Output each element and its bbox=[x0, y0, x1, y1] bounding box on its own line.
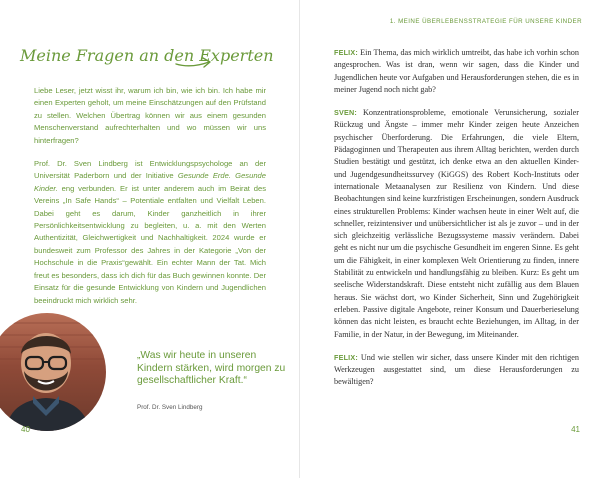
initiative-name: Gesunde Erde. Gesunde Kinder. bbox=[34, 171, 266, 193]
author-photo bbox=[0, 313, 106, 431]
dialogue-paragraph: FELIX: Und wie stellen wir sicher, dass unsere Kinder mit den richtigen Werkzeugen ausgestattet sind, um diese Herausforderungen zu bewältigen? bbox=[334, 352, 579, 387]
speaker-label: SVEN: bbox=[334, 108, 357, 118]
arrow-icon bbox=[174, 54, 214, 72]
intro-text bbox=[34, 85, 266, 307]
quote-author: Prof. Dr. Sven Lindberg bbox=[137, 404, 203, 411]
page-number: 40 bbox=[21, 425, 30, 434]
right-page bbox=[300, 0, 600, 478]
dialogue-paragraph: SVEN: Konzentrationsprobleme, emotionale Verunsicherung, sozialer Rückzug und Ängste – immer mehr Kinder zeigen heute Anzeichen psychischer Überforderung. Die Erfahrungen, die viele Eltern, Pädagoginnen und Therapeuten aus ihrem Alltag berichten, werden durch Studien bestätigt und gestützt, ich denke etwa an den aktuellen Kinder- und Jugendgesundheitssurvey (KiGGS) des Robert Koch-Instituts oder internationale Metaanalysen zur Resilienz von Kindern. Und diese Beobachtungen sind keine kurzfristigen Erscheinungen, sondern Ausdruck eines strukturellen Problems: Kinder wachsen heute in einer Welt auf, die schneller, reizintensiver und unübersichtlicher ist als je zuvor – und in der sich gleichzeitig verlässliche Bezugssysteme massiv verändern. Dabei geht es nicht nur um die psychische Gesundheit im engeren Sinne. Es geht um die Fähigkeit, in einer komplexen Welt Orientierung zu finden, innere Stabilität zu entwickeln und handlungsfähig zu bleiben. Kurz: Es geht um seelische Widerstandskraft. Diese entsteht nicht zufällig aus dem Blauen heraus. Sie wächst dort, wo Kinder Sicherheit, Sinn und Zugehörigkeit erleben. Passive digitale Angebote, reiner Konsum und Dauerberieselung können das nicht leisten, es braucht echte Beziehungen, im Alltag, in der Familie, in der Natur, in der Bewegung, im Miteinander. bbox=[334, 108, 579, 339]
running-header: 1. MEINE ÜBERLEBENSSTRATEGIE FÜR UNSERE KINDER bbox=[389, 18, 582, 25]
section-title: Meine Fragen an den Experten bbox=[20, 46, 274, 65]
interview-text bbox=[334, 47, 579, 400]
speaker-label: FELIX: bbox=[334, 352, 358, 362]
paragraph: Prof. Dr. Sven Lindberg ist Entwicklungspsychologe an der Universität Paderborn und der Initiative Gesunde Erde. Gesunde Kinder. eng verbunden. Er ist unter anderem auch im Beirat des Vereins „In Safe Hands“ – Potentiale entfalten und Vielfalt Leben. Dabei geht es darum, Kinder ganzheitlich in ihrer Persönlichkeitsentwicklung zu begleiten, u. a. mit den Werten Authentizität, Gleichwertigkeit und Nachhaltigkeit. 2024 wurde er bundesweit zum Professor des Jahres in der Kategorie „Von der Hochschule in die Praxis“gewählt. Ein echter Mann der Tat. Mich freut es besonders, dass ich dich für das Buch gewinnen konnte. Der Einsatz für die gesunde Entwicklung von Kindern und Jugendlichen beeindruckt mich wirklich sehr. bbox=[34, 159, 266, 305]
dialogue-paragraph: FELIX: Ein Thema, das mich wirklich umtreibt, das habe ich vorhin schon angesprochen. Was ist dran, wenn wir sagen, dass die Kinder und Jugendlichen heute vor Aufgaben und Herausforderungen stehen, die es in meiner Jugend noch nicht gab? bbox=[334, 48, 579, 94]
page-number: 41 bbox=[571, 425, 580, 434]
speaker-label: FELIX: bbox=[334, 48, 358, 57]
pull-quote: „Was wir heute in unseren Kindern stärken, wird morgen zu gesellschaftlicher Kraft.“ bbox=[137, 350, 286, 387]
paragraph: Liebe Leser, jetzt wisst ihr, warum ich bin, wie ich bin. Ich habe mir einen Experten geholt, um meine Einschätzungen auf den Prüfstand zu stellen. Welchen Übertrag können wir aus einem gesunden Menschenverstand aufrechterhalten und wo müssen wir uns hinterfragen? bbox=[34, 86, 266, 145]
